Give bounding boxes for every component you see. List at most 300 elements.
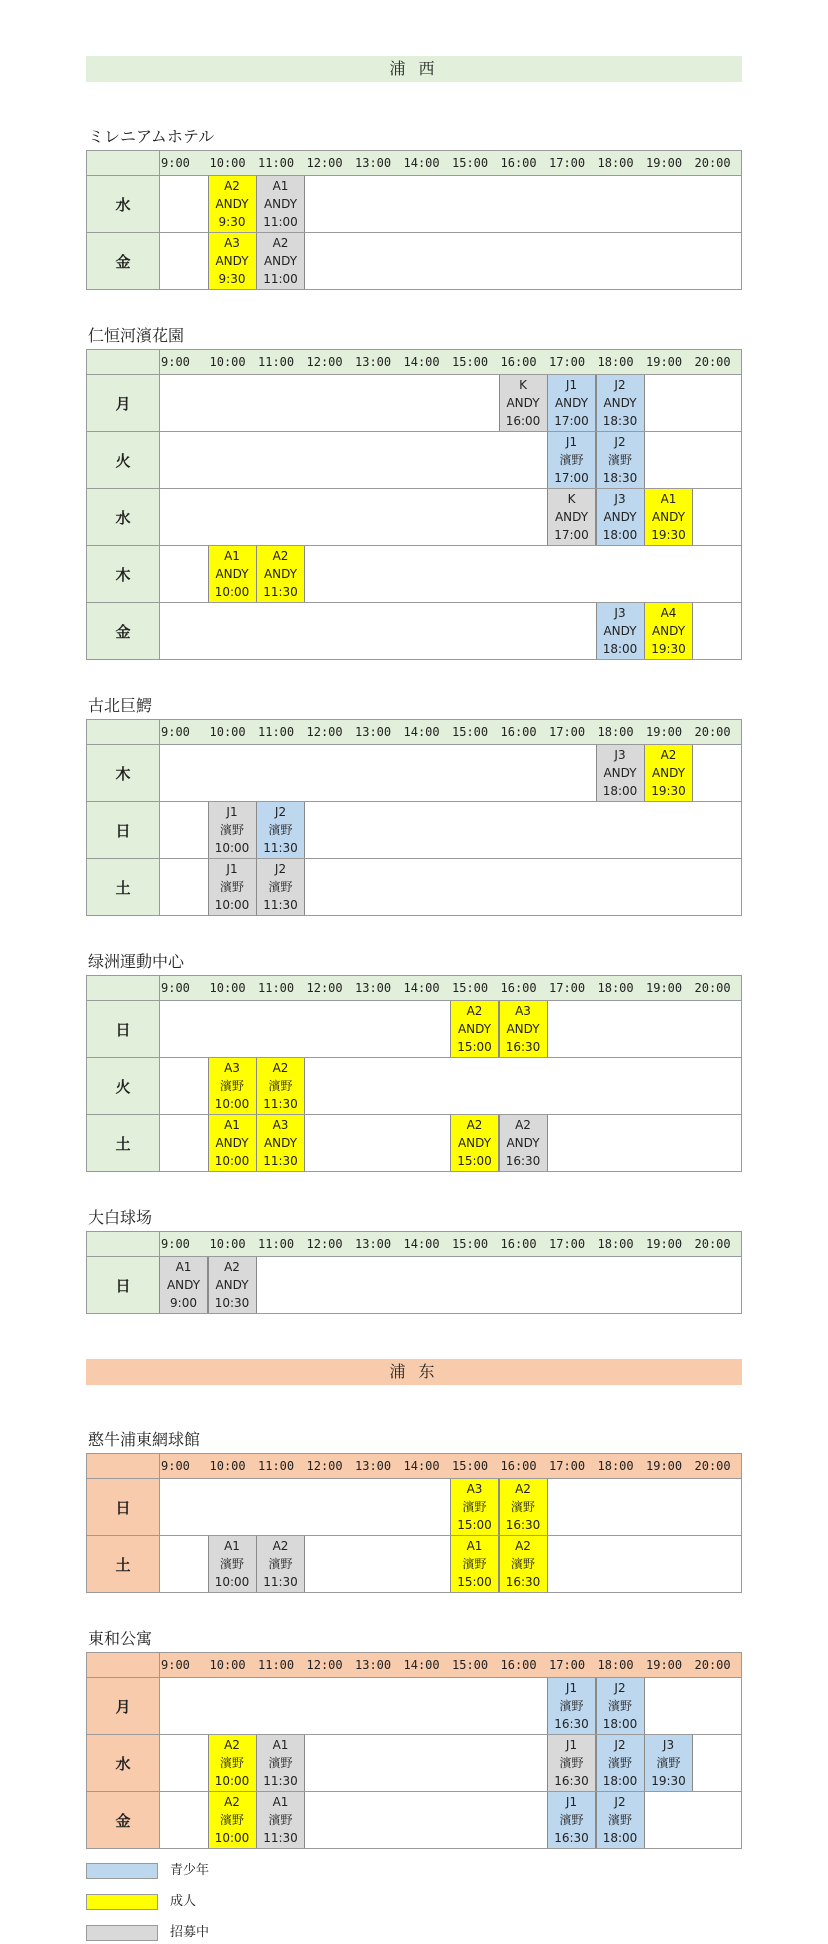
class-slot[interactable] — [256, 859, 305, 915]
class-coach: ANDY — [215, 1278, 249, 1292]
class-time: 10:00 — [214, 1154, 250, 1168]
hour-label: 19:00 — [646, 981, 683, 995]
header-divider — [159, 720, 160, 744]
class-slot[interactable] — [208, 1735, 257, 1791]
class-time: 11:30 — [263, 585, 298, 599]
hour-label: 16:00 — [500, 725, 537, 739]
class-slot[interactable] — [547, 432, 596, 488]
hour-label: 12:00 — [306, 981, 343, 995]
venue-name: 绿洲運動中心 — [88, 952, 185, 971]
hour-label: 15:00 — [452, 981, 489, 995]
class-code: J3 — [614, 492, 626, 506]
class-coach: ANDY — [554, 396, 589, 410]
legend-label: 青少年 — [170, 1863, 210, 1878]
class-coach: 濱野 — [607, 1699, 632, 1713]
day-row — [86, 1735, 742, 1792]
hour-label: 19:00 — [646, 725, 683, 739]
class-code: J2 — [614, 378, 626, 392]
class-time: 19:30 — [651, 528, 686, 542]
hour-label: 13:00 — [355, 156, 392, 170]
class-code: J3 — [614, 748, 626, 762]
class-coach: ANDY — [263, 254, 298, 268]
hour-label: 13:00 — [355, 981, 392, 995]
time-header-row — [86, 1453, 742, 1479]
class-time: 10:00 — [214, 1097, 250, 1111]
hour-label: 11:00 — [258, 156, 295, 170]
class-time: 10:00 — [214, 1774, 250, 1788]
hour-label: 13:00 — [355, 725, 392, 739]
class-code: A4 — [660, 606, 677, 620]
class-code: A3 — [224, 1061, 240, 1075]
venue-name: 仁恒河濱花園 — [88, 326, 185, 345]
hour-label: 17:00 — [549, 1658, 586, 1672]
hour-label: 10:00 — [209, 1459, 246, 1473]
class-time: 11:30 — [263, 1097, 298, 1111]
class-coach: ANDY — [651, 766, 686, 780]
class-coach: 濱野 — [268, 1813, 293, 1827]
class-time: 18:30 — [602, 414, 638, 428]
class-time: 16:30 — [505, 1575, 541, 1589]
class-slot[interactable] — [208, 1536, 257, 1592]
hour-label: 9:00 — [161, 981, 190, 995]
hour-label: 11:00 — [258, 1658, 295, 1672]
class-coach: ANDY — [603, 766, 637, 780]
class-slot[interactable] — [256, 1792, 305, 1848]
class-time: 11:30 — [263, 841, 298, 855]
day-label: 土 — [87, 859, 160, 915]
hour-label: 20:00 — [694, 1658, 731, 1672]
hour-label: 12:00 — [306, 725, 343, 739]
class-slot[interactable] — [208, 176, 257, 232]
class-slot[interactable] — [499, 1001, 548, 1057]
class-code: A2 — [272, 549, 289, 563]
hour-label: 9:00 — [161, 1237, 190, 1251]
day-label: 火 — [87, 1058, 160, 1114]
class-slot[interactable] — [208, 859, 257, 915]
class-slot[interactable] — [450, 1479, 499, 1535]
class-code: A2 — [515, 1539, 531, 1553]
hour-label: 15:00 — [452, 1237, 489, 1251]
class-time: 18:00 — [602, 1717, 638, 1731]
day-row — [86, 432, 742, 489]
day-label: 水 — [87, 176, 160, 232]
class-code: J3 — [614, 606, 626, 620]
class-code: J2 — [614, 1681, 626, 1695]
class-slot[interactable] — [596, 1678, 645, 1734]
class-time: 11:00 — [263, 272, 298, 286]
class-slot[interactable] — [596, 603, 645, 659]
class-slot[interactable] — [208, 1792, 257, 1848]
class-slot[interactable] — [450, 1001, 499, 1057]
hour-label: 14:00 — [403, 1658, 440, 1672]
class-time: 9:30 — [218, 272, 246, 286]
day-row — [86, 1792, 742, 1849]
hour-label: 18:00 — [597, 1658, 634, 1672]
hour-label: 19:00 — [646, 1658, 683, 1672]
day-row — [86, 603, 742, 660]
class-code: A2 — [224, 179, 240, 193]
class-coach: 濱野 — [268, 1557, 293, 1571]
class-slot[interactable] — [499, 1115, 548, 1171]
class-time: 10:00 — [214, 841, 250, 855]
hour-label: 19:00 — [646, 1459, 683, 1473]
hour-label: 20:00 — [694, 1237, 731, 1251]
hour-label: 20:00 — [694, 156, 731, 170]
day-row — [86, 802, 742, 859]
schedule-table — [86, 1231, 742, 1314]
schedule-table — [86, 1453, 742, 1593]
class-coach: 濱野 — [219, 823, 244, 837]
class-coach: ANDY — [263, 567, 298, 581]
hour-label: 20:00 — [694, 1459, 731, 1473]
day-label: 月 — [87, 375, 160, 431]
hour-label: 16:00 — [500, 156, 537, 170]
day-label: 土 — [87, 1115, 160, 1171]
hour-label: 9:00 — [161, 1459, 190, 1473]
class-code: A3 — [272, 1118, 289, 1132]
class-code: A2 — [515, 1118, 531, 1132]
legend-label: 招募中 — [170, 1925, 210, 1940]
class-time: 16:30 — [505, 1154, 541, 1168]
class-slot[interactable] — [256, 546, 305, 602]
day-row — [86, 745, 742, 802]
hour-label: 17:00 — [549, 1459, 586, 1473]
class-code: J2 — [614, 435, 626, 449]
class-coach: ANDY — [215, 1136, 249, 1150]
class-coach: ANDY — [651, 510, 686, 524]
day-row — [86, 375, 742, 432]
class-code: J1 — [565, 1681, 578, 1695]
class-slot[interactable] — [256, 176, 305, 232]
class-time: 18:30 — [602, 471, 638, 485]
class-time: 17:00 — [554, 528, 589, 542]
class-slot[interactable] — [596, 375, 645, 431]
class-coach: ANDY — [603, 510, 637, 524]
class-code: A1 — [224, 1539, 240, 1553]
class-slot[interactable] — [644, 745, 693, 801]
schedule-table — [86, 975, 742, 1172]
class-time: 9:30 — [218, 215, 246, 229]
class-slot[interactable] — [644, 603, 693, 659]
time-header-row — [86, 1652, 742, 1678]
class-time: 18:00 — [602, 784, 638, 798]
class-code: K — [567, 492, 576, 506]
class-slot[interactable] — [256, 1735, 305, 1791]
class-slot[interactable] — [256, 1058, 305, 1114]
class-time: 15:00 — [457, 1575, 492, 1589]
day-row — [86, 1001, 742, 1058]
class-slot[interactable] — [499, 1536, 548, 1592]
class-time: 11:30 — [263, 1154, 298, 1168]
class-slot[interactable] — [256, 802, 305, 858]
hour-label: 10:00 — [209, 1658, 246, 1672]
class-code: A1 — [660, 492, 677, 506]
class-slot[interactable] — [450, 1115, 499, 1171]
class-time: 10:00 — [214, 1575, 250, 1589]
hour-label: 13:00 — [355, 1459, 392, 1473]
class-code: A1 — [466, 1539, 483, 1553]
class-slot[interactable] — [256, 1536, 305, 1592]
class-code: A3 — [515, 1004, 531, 1018]
day-row — [86, 233, 742, 290]
day-row — [86, 859, 742, 916]
class-coach: 濱野 — [510, 1500, 535, 1514]
hour-label: 15:00 — [452, 725, 489, 739]
header-divider — [159, 976, 160, 1000]
hour-label: 16:00 — [500, 981, 537, 995]
day-label: 水 — [87, 489, 160, 545]
legend-swatch — [86, 1894, 158, 1910]
class-code: A1 — [272, 1795, 289, 1809]
class-coach: ANDY — [554, 510, 589, 524]
day-label: 日 — [87, 1257, 160, 1313]
day-row — [86, 489, 742, 546]
class-slot[interactable] — [208, 546, 257, 602]
class-time: 11:30 — [263, 1575, 298, 1589]
venue-name: 憨牛浦東網球館 — [88, 1430, 201, 1449]
class-code: A1 — [224, 1118, 240, 1132]
hour-label: 14:00 — [403, 355, 440, 369]
class-time: 17:00 — [554, 471, 589, 485]
class-coach: ANDY — [506, 396, 540, 410]
class-slot[interactable] — [596, 432, 645, 488]
hour-label: 9:00 — [161, 355, 190, 369]
class-time: 10:00 — [214, 898, 250, 912]
class-coach: 濱野 — [462, 1557, 487, 1571]
class-coach: 濱野 — [559, 1699, 584, 1713]
class-coach: 濱野 — [607, 453, 632, 467]
class-coach: 濱野 — [219, 1557, 244, 1571]
class-coach: 濱野 — [656, 1756, 681, 1770]
class-slot[interactable] — [499, 375, 548, 431]
schedule-table — [86, 719, 742, 916]
time-header-row — [86, 719, 742, 745]
class-coach: ANDY — [506, 1022, 540, 1036]
class-slot[interactable] — [208, 233, 257, 289]
class-slot[interactable] — [208, 1115, 257, 1171]
header-divider — [159, 1232, 160, 1256]
class-slot[interactable] — [450, 1536, 499, 1592]
class-code: J1 — [565, 435, 578, 449]
class-slot[interactable] — [547, 489, 596, 545]
class-code: A1 — [175, 1260, 192, 1274]
day-row — [86, 176, 742, 233]
class-coach: 濱野 — [268, 1756, 293, 1770]
hour-label: 16:00 — [500, 355, 537, 369]
class-code: J2 — [274, 805, 287, 819]
class-coach: ANDY — [263, 197, 298, 211]
class-slot[interactable] — [256, 1115, 305, 1171]
hour-label: 18:00 — [597, 355, 634, 369]
class-coach: 濱野 — [219, 1079, 244, 1093]
class-time: 9:00 — [170, 1296, 197, 1310]
day-row — [86, 546, 742, 603]
class-code: A2 — [272, 1061, 289, 1075]
class-slot[interactable] — [596, 1735, 645, 1791]
class-code: J1 — [565, 1738, 578, 1752]
time-header-row — [86, 975, 742, 1001]
hour-label: 15:00 — [452, 156, 489, 170]
day-label: 日 — [87, 1479, 160, 1535]
class-slot[interactable] — [596, 745, 645, 801]
class-time: 16:00 — [505, 414, 541, 428]
day-row — [86, 1257, 742, 1314]
schedule-table — [86, 1652, 742, 1849]
hour-label: 12:00 — [306, 156, 343, 170]
class-time: 19:30 — [651, 642, 686, 656]
day-label: 金 — [87, 1792, 160, 1848]
venue-name: 東和公寓 — [88, 1629, 153, 1648]
class-time: 19:30 — [651, 784, 686, 798]
class-coach: ANDY — [263, 1136, 298, 1150]
hour-label: 19:00 — [646, 355, 683, 369]
class-slot[interactable] — [644, 489, 693, 545]
legend-label: 成人 — [170, 1894, 197, 1909]
class-slot[interactable] — [547, 1792, 596, 1848]
class-time: 19:30 — [651, 1774, 686, 1788]
class-coach: 濱野 — [219, 1813, 244, 1827]
day-label: 金 — [87, 603, 160, 659]
class-code: A3 — [466, 1482, 483, 1496]
class-code: J2 — [614, 1738, 626, 1752]
class-coach: 濱野 — [559, 1813, 584, 1827]
hour-label: 9:00 — [161, 725, 190, 739]
class-time: 15:00 — [457, 1518, 492, 1532]
schedule-table — [86, 349, 742, 660]
hour-label: 14:00 — [403, 1459, 440, 1473]
class-coach: 濱野 — [268, 823, 293, 837]
hour-label: 17:00 — [549, 355, 586, 369]
time-header-row — [86, 1231, 742, 1257]
venue-name: 大白球场 — [88, 1208, 153, 1227]
class-code: K — [519, 378, 527, 392]
class-slot[interactable] — [499, 1479, 548, 1535]
hour-label: 12:00 — [306, 1459, 343, 1473]
day-label: 日 — [87, 1001, 160, 1057]
class-slot[interactable] — [547, 375, 596, 431]
class-slot[interactable] — [159, 1257, 208, 1313]
class-coach: 濱野 — [607, 1756, 632, 1770]
class-code: J2 — [614, 1795, 626, 1809]
day-row — [86, 1536, 742, 1593]
class-coach: 濱野 — [268, 1079, 293, 1093]
class-time: 18:00 — [602, 1831, 638, 1845]
header-divider — [159, 350, 160, 374]
day-label: 月 — [87, 1678, 160, 1734]
hour-label: 20:00 — [694, 981, 731, 995]
hour-label: 11:00 — [258, 1459, 295, 1473]
hour-label: 11:00 — [258, 1237, 295, 1251]
class-code: A2 — [466, 1004, 483, 1018]
day-label: 日 — [87, 802, 160, 858]
class-code: A3 — [224, 236, 240, 250]
day-row — [86, 1678, 742, 1735]
hour-label: 17:00 — [549, 1237, 586, 1251]
hour-label: 14:00 — [403, 156, 440, 170]
hour-label: 14:00 — [403, 725, 440, 739]
class-time: 17:00 — [554, 414, 589, 428]
class-code: A2 — [224, 1738, 240, 1752]
class-time: 16:30 — [505, 1040, 541, 1054]
class-time: 16:30 — [554, 1831, 589, 1845]
hour-label: 17:00 — [549, 725, 586, 739]
class-time: 18:00 — [602, 528, 638, 542]
legend-swatch — [86, 1863, 158, 1879]
class-coach: ANDY — [166, 1278, 201, 1292]
hour-label: 11:00 — [258, 725, 295, 739]
hour-label: 18:00 — [597, 1459, 634, 1473]
class-code: A2 — [224, 1260, 240, 1274]
day-label: 火 — [87, 432, 160, 488]
region-banner: 浦 东 — [86, 1359, 742, 1385]
time-header-row — [86, 150, 742, 176]
class-code: J1 — [565, 1795, 578, 1809]
hour-label: 10:00 — [209, 981, 246, 995]
class-time: 15:00 — [457, 1040, 492, 1054]
class-slot[interactable] — [596, 489, 645, 545]
hour-label: 17:00 — [549, 156, 586, 170]
hour-label: 12:00 — [306, 1658, 343, 1672]
class-time: 16:30 — [505, 1518, 541, 1532]
class-code: A2 — [660, 748, 677, 762]
class-coach: ANDY — [651, 624, 686, 638]
class-slot[interactable] — [644, 1735, 693, 1791]
hour-label: 9:00 — [161, 1658, 190, 1672]
class-slot[interactable] — [208, 1058, 257, 1114]
class-code: J3 — [662, 1738, 675, 1752]
hour-label: 15:00 — [452, 1658, 489, 1672]
day-row — [86, 1479, 742, 1536]
schedule-table — [86, 150, 742, 290]
hour-label: 18:00 — [597, 156, 634, 170]
class-slot[interactable] — [596, 1792, 645, 1848]
class-slot[interactable] — [547, 1678, 596, 1734]
class-slot[interactable] — [208, 1257, 257, 1313]
header-divider — [159, 1454, 160, 1478]
class-time: 10:30 — [214, 1296, 250, 1310]
class-code: J2 — [274, 862, 287, 876]
class-coach: 濱野 — [462, 1500, 487, 1514]
hour-label: 12:00 — [306, 355, 343, 369]
class-coach: ANDY — [603, 624, 637, 638]
class-time: 16:30 — [554, 1774, 589, 1788]
class-coach: ANDY — [457, 1136, 492, 1150]
hour-label: 13:00 — [355, 355, 392, 369]
class-coach: ANDY — [215, 197, 249, 211]
class-slot[interactable] — [208, 802, 257, 858]
class-time: 11:00 — [263, 215, 298, 229]
day-row — [86, 1058, 742, 1115]
class-coach: 濱野 — [219, 1756, 244, 1770]
class-coach: 濱野 — [510, 1557, 535, 1571]
hour-label: 20:00 — [694, 355, 731, 369]
hour-label: 10:00 — [209, 156, 246, 170]
hour-label: 16:00 — [500, 1459, 537, 1473]
hour-label: 18:00 — [597, 1237, 634, 1251]
class-slot[interactable] — [547, 1735, 596, 1791]
class-coach: ANDY — [603, 396, 637, 410]
region-banner: 浦 西 — [86, 56, 742, 82]
class-time: 15:00 — [457, 1154, 492, 1168]
header-divider — [159, 151, 160, 175]
class-slot[interactable] — [256, 233, 305, 289]
class-coach: 濱野 — [559, 453, 584, 467]
class-coach: 濱野 — [268, 880, 293, 894]
class-time: 16:30 — [554, 1717, 589, 1731]
class-code: J1 — [226, 805, 238, 819]
hour-label: 12:00 — [306, 1237, 343, 1251]
class-time: 18:00 — [602, 1774, 638, 1788]
